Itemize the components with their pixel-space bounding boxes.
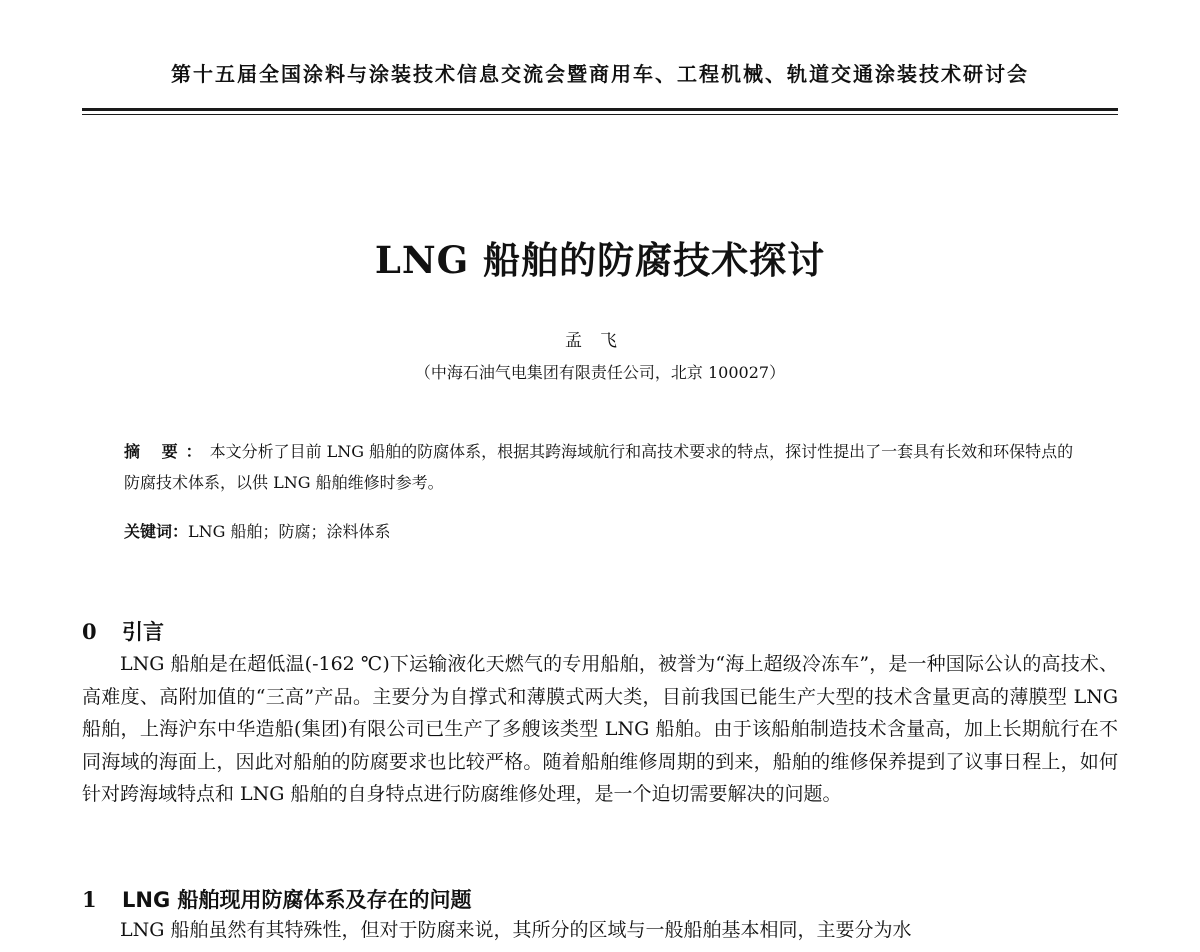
abstract-label: 摘 要： <box>124 442 210 461</box>
keywords-label: 关键词： <box>124 522 189 541</box>
keywords <box>124 520 1084 544</box>
section-number: 0 <box>82 619 97 644</box>
keywords-text: LNG 船舶；防腐；涂料体系 <box>188 522 391 541</box>
paragraph-introduction: LNG 船舶是在超低温(-162 ℃)下运输液化天燃气的专用船舶，被誉为“海上超级冷冻车”，是一种国际公认的高技术、高难度、高附加值的“三高”产品。主要分为自撑式和薄膜式两大类，目前我国已能生产大型的技术含量更高的薄膜型 LNG 船舶，上海沪东中华造船(集团)有限公司已生产了多艘该类型 LNG 船舶。由于该船舶制造技术含量高，加上长期航行在不同海域的海面上，因此对船舶的防腐要求也比较严格。随着船舶维修周期的到来，船舶的维修保养提到了议事日程上，如何针对跨海域特点和 LNG 船舶的自身特点进行防腐维修处理，是一个迫切需要解决的问题。 <box>82 653 1118 805</box>
running-header: 第十五届全国涂料与涂装技术信息交流会暨商用车、工程机械、轨道交通涂装技术研讨会 <box>171 62 1029 86</box>
affiliation: （中海石油气电集团有限责任公司，北京 100027） <box>414 363 786 382</box>
section-number: 1 <box>82 887 97 912</box>
section-title: LNG 船舶现用防腐体系及存在的问题 <box>122 888 472 912</box>
abstract <box>124 436 1084 498</box>
header-rule-thin <box>82 114 1118 115</box>
section-heading-0 <box>82 616 164 646</box>
header-rule-thick <box>82 108 1118 111</box>
paragraph-section-1: LNG 船舶虽然有其特殊性，但对于防腐来说，其所分的区域与一般船舶基本相同，主要分为水 <box>120 919 912 941</box>
abstract-text: 本文分析了目前 LNG 船舶的防腐体系，根据其跨海域航行和高技术要求的特点，探讨性提出了一套具有长效和环保特点的防腐技术体系，以供 LNG 船舶维修时参考。 <box>124 442 1074 492</box>
author: 孟飞 <box>565 331 635 351</box>
section-title: 引言 <box>122 620 164 644</box>
section-heading-1 <box>82 884 472 914</box>
paper-title: LNG 船舶的防腐技术探讨 <box>374 238 826 282</box>
